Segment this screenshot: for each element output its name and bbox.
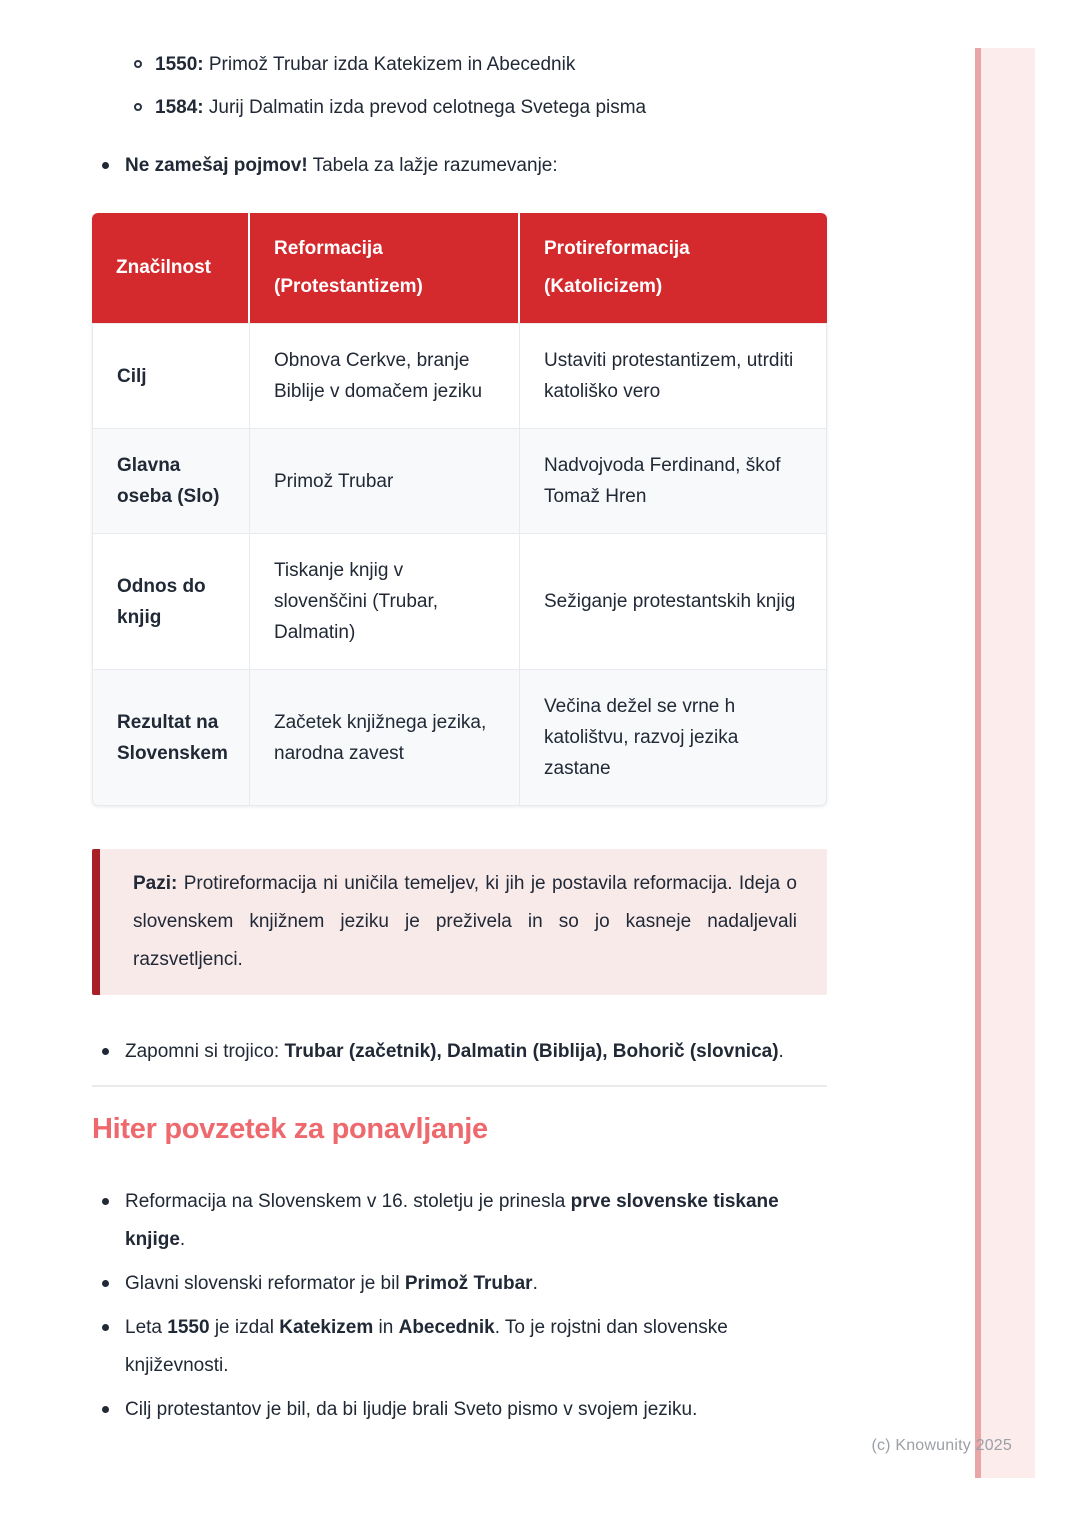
comparison-table bbox=[92, 213, 827, 806]
table-header bbox=[92, 213, 827, 323]
table-row bbox=[92, 669, 827, 806]
table-body bbox=[92, 323, 827, 806]
row-label: Rezultat na Slovenskem bbox=[92, 669, 250, 806]
summary-heading: Hiter povzetek za ponavljanje bbox=[92, 1113, 488, 1145]
bullet-icon bbox=[102, 1198, 109, 1205]
remember-post: . bbox=[778, 1041, 784, 1062]
header-cell-znacilnost: Značilnost bbox=[92, 213, 250, 323]
summary-bullet bbox=[92, 1183, 827, 1259]
note-text bbox=[125, 153, 558, 179]
timeline-desc: Primož Trubar izda Katekizem in Abecednik bbox=[203, 54, 576, 75]
row-reformation-cell: Tiskanje knjig v slovenščini (Trubar, Dalmatin) bbox=[250, 533, 520, 669]
summary-text bbox=[125, 1183, 827, 1259]
remember-text bbox=[125, 1033, 784, 1071]
callout-text: Protireformacija ni uničila temeljev, ki jih je postavila reformacija. Ideja o slovenskem knjižnem jeziku je preživela in so jo kasneje nadaljevali razsvetljenci. bbox=[133, 873, 797, 970]
row-label: Odnos do knjig bbox=[92, 533, 250, 669]
timeline-text bbox=[155, 52, 575, 78]
text-segment: in bbox=[373, 1317, 399, 1338]
table-row bbox=[92, 323, 827, 428]
bullet-icon bbox=[102, 1048, 109, 1055]
table-row bbox=[92, 428, 827, 533]
text-segment-bold: prve slovenske tiskane knjige bbox=[125, 1191, 779, 1250]
text-segment: Leta bbox=[125, 1317, 168, 1338]
timeline-item-1584 bbox=[92, 95, 827, 121]
summary-bullet bbox=[92, 1391, 827, 1429]
callout-bold: Pazi: bbox=[133, 873, 178, 894]
timeline-list bbox=[92, 52, 827, 121]
timeline-desc: Jurij Dalmatin izda prevod celotnega Svetega pisma bbox=[203, 97, 647, 118]
copyright-notice: (c) Knowunity 2025 bbox=[871, 1437, 1012, 1454]
text-segment-bold: Abecednik bbox=[398, 1317, 495, 1338]
timeline-year: 1550: bbox=[155, 54, 204, 75]
row-reformation-cell: Obnova Cerkve, branje Biblije v domačem jeziku bbox=[250, 323, 520, 428]
summary-bullet bbox=[92, 1265, 827, 1303]
note-bold: Ne zamešaj pojmov! bbox=[125, 155, 308, 176]
summary-text bbox=[125, 1309, 827, 1385]
text-segment-bold: Katekizem bbox=[279, 1317, 374, 1338]
table-row bbox=[92, 533, 827, 669]
table-header-row bbox=[92, 213, 827, 323]
row-counter-reformation-cell: Večina dežel se vrne h katolištvu, razvoj jezika zastane bbox=[520, 669, 827, 806]
row-counter-reformation-cell: Sežiganje protestantskih knjig bbox=[520, 533, 827, 669]
warning-callout bbox=[92, 849, 827, 995]
text-segment: Glavni slovenski reformator je bil bbox=[125, 1273, 405, 1294]
right-decoration-bar bbox=[975, 48, 1035, 1478]
bullet-icon bbox=[102, 162, 109, 169]
bullet-icon bbox=[102, 1324, 109, 1331]
text-segment: . To je rojstni dan slovenske književnosti. bbox=[125, 1317, 728, 1376]
text-segment-bold: Primož Trubar bbox=[404, 1273, 533, 1294]
text-segment-bold: 1550 bbox=[167, 1317, 210, 1338]
summary-list bbox=[92, 1183, 827, 1429]
header-cell-reformacija: Reformacija (Protestantizem) bbox=[250, 213, 520, 323]
timeline-item-1550 bbox=[92, 52, 827, 78]
header-cell-protireformacija: Protireformacija (Katolicizem) bbox=[520, 213, 827, 323]
row-reformation-cell: Začetek knjižnega jezika, narodna zavest bbox=[250, 669, 520, 806]
summary-text bbox=[125, 1265, 538, 1303]
remember-pre: Zapomni si trojico: bbox=[125, 1041, 285, 1062]
row-counter-reformation-cell: Ustaviti protestantizem, utrditi katoliško vero bbox=[520, 323, 827, 428]
note-rest: Tabela za lažje razumevanje: bbox=[307, 155, 558, 176]
row-label: Cilj bbox=[92, 323, 250, 428]
summary-bullet bbox=[92, 1309, 827, 1385]
timeline-text bbox=[155, 95, 646, 121]
note-bullet bbox=[92, 153, 827, 179]
hollow-bullet-icon bbox=[134, 103, 142, 111]
document-content bbox=[92, 0, 827, 1429]
section-divider bbox=[92, 1085, 827, 1087]
row-label: Glavna oseba (Slo) bbox=[92, 428, 250, 533]
text-segment: . bbox=[179, 1229, 186, 1250]
summary-text bbox=[125, 1391, 697, 1429]
timeline-year: 1584: bbox=[155, 97, 204, 118]
bullet-icon bbox=[102, 1406, 109, 1413]
text-segment: . bbox=[532, 1273, 538, 1294]
row-reformation-cell: Primož Trubar bbox=[250, 428, 520, 533]
text-segment: je izdal bbox=[209, 1317, 280, 1338]
hollow-bullet-icon bbox=[134, 60, 142, 68]
text-segment: Reformacija na Slovenskem v 16. stoletju je prinesla bbox=[125, 1191, 571, 1212]
text-segment: Cilj protestantov je bil, da bi ljudje brali Sveto pismo v svojem jeziku. bbox=[125, 1399, 698, 1420]
row-counter-reformation-cell: Nadvojvoda Ferdinand, škof Tomaž Hren bbox=[520, 428, 827, 533]
remember-bullet bbox=[92, 1033, 827, 1071]
bullet-icon bbox=[102, 1280, 109, 1287]
remember-bold: Trubar (začetnik), Dalmatin (Biblija), Bohorič (slovnica) bbox=[284, 1041, 779, 1062]
